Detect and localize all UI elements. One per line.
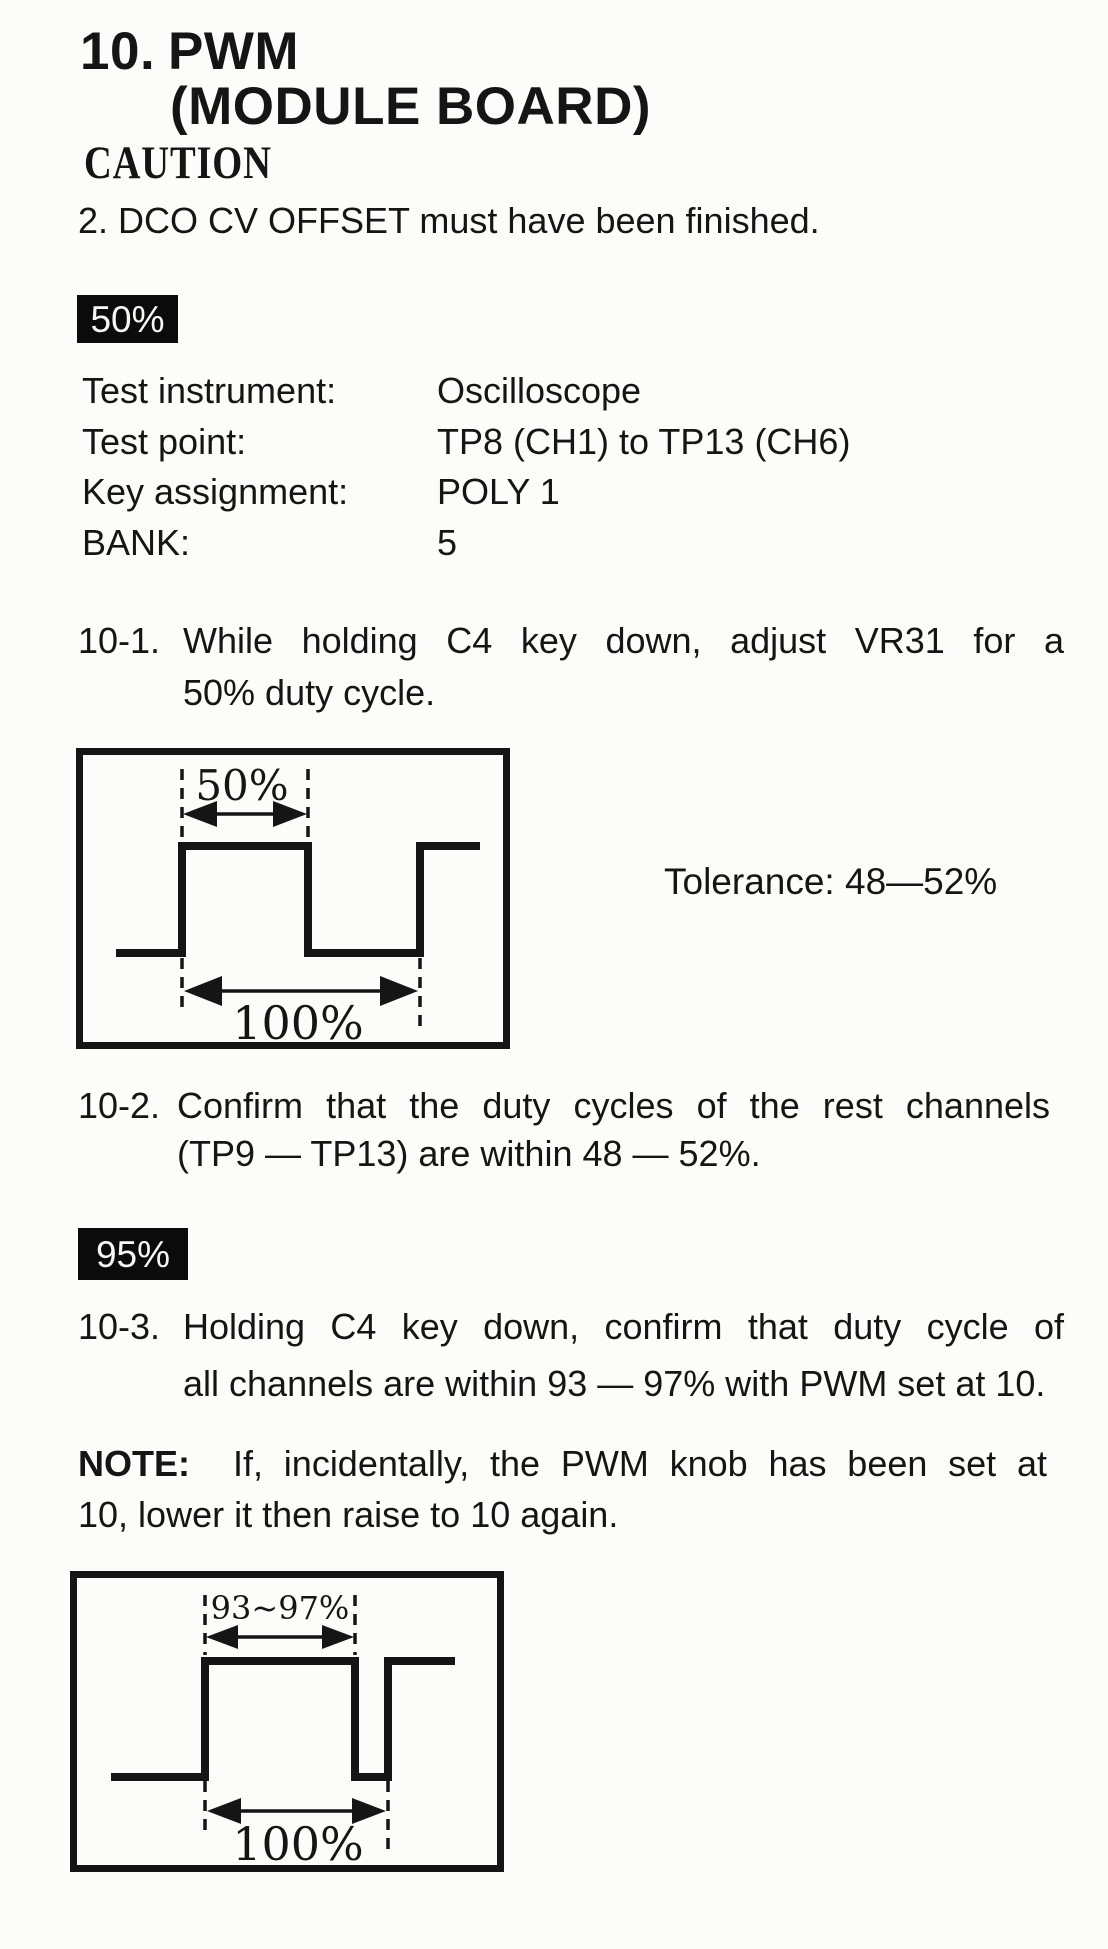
waveform-diagram-95 — [70, 1571, 504, 1872]
duty-dimension-arrow — [182, 761, 308, 839]
duty-dimension-arrow — [205, 1589, 355, 1655]
duty-label: 93~97% — [210, 1589, 350, 1627]
left-arrowhead-icon — [206, 1625, 238, 1649]
step-text-line1: While holding C4 key down, adjust VR31 for a — [183, 620, 1064, 661]
step-text-line1: Confirm that the duty cycles of the rest channels — [177, 1085, 1050, 1126]
setup-row-label: BANK: — [82, 521, 191, 563]
step-text-line2: all channels are within 93 — 97% with PWM set at 10. — [183, 1363, 1046, 1404]
right-arrowhead-icon — [322, 1625, 354, 1649]
setup-row-label: Key assignment: — [82, 471, 349, 512]
tolerance-text: Tolerance: 48—52% — [664, 861, 998, 902]
step-number: 10-2. — [78, 1085, 161, 1126]
note-label: NOTE: — [78, 1443, 190, 1484]
period-label: 100% — [232, 1817, 364, 1871]
step-number: 10-1. — [78, 620, 161, 661]
period-dimension-arrow — [182, 958, 420, 1049]
waveform-diagram-50 — [76, 748, 510, 1049]
duty-label: 50% — [195, 761, 289, 810]
period-dimension-arrow — [205, 1781, 388, 1871]
setup-row-value: TP8 (CH1) to TP13 (CH6) — [437, 420, 851, 462]
left-arrowhead-icon — [184, 976, 222, 1006]
note-text-line1: If, incidentally, the PWM knob has been set at — [233, 1443, 1047, 1484]
step-number: 10-3. — [78, 1306, 161, 1347]
step-10-3 — [78, 1306, 1064, 1404]
setup-row-value: Oscilloscope — [437, 370, 642, 411]
caution-text: 2. DCO CV OFFSET must have been finished. — [78, 200, 820, 241]
page-title-line2: (MODULE BOARD) — [170, 77, 651, 136]
setup-row-value: POLY 1 — [437, 471, 560, 512]
step-text-line2: 50% duty cycle. — [183, 672, 436, 713]
setup-row-label: Test instrument: — [82, 370, 337, 411]
note-paragraph — [78, 1443, 1064, 1535]
test-setup-table — [82, 366, 850, 568]
period-label: 100% — [232, 996, 364, 1049]
step-text-line1: Holding C4 key down, confirm that duty cycle of — [183, 1306, 1064, 1347]
duty-badge-95-label: 95% — [95, 1233, 171, 1275]
duty-badge-50 — [77, 295, 178, 343]
square-wave — [116, 846, 480, 953]
duty-badge-50-label: 50% — [90, 298, 165, 340]
right-arrowhead-icon — [380, 976, 418, 1006]
section-number: 10. — [80, 22, 156, 81]
step-10-1 — [78, 620, 1064, 713]
duty-badge-95 — [78, 1228, 188, 1280]
note-text-line2: 10, lower it then raise to 10 again. — [78, 1494, 619, 1535]
setup-row-value: 5 — [437, 521, 458, 563]
setup-row-label: Test point: — [82, 420, 247, 462]
step-10-2 — [78, 1085, 1064, 1174]
caution-heading: CAUTION — [84, 137, 272, 189]
step-text-line2: (TP9 — TP13) are within 48 — 52%. — [177, 1133, 761, 1174]
page-title: PWM — [168, 22, 300, 81]
square-wave — [111, 1661, 455, 1777]
